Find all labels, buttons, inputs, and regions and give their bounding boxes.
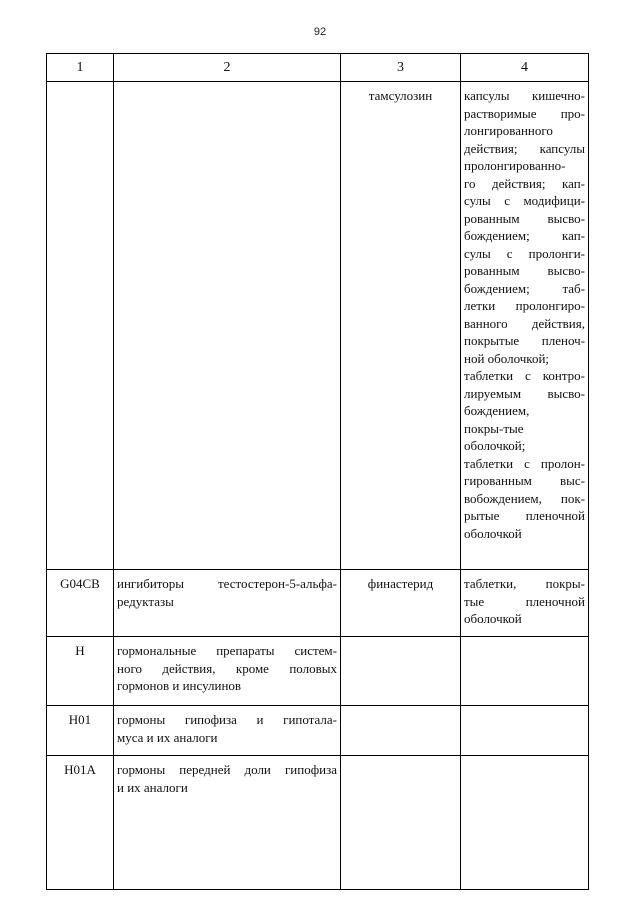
dosage-form-line: бождением; таб- — [464, 280, 585, 296]
dosage-form-line: тые пленочной — [464, 593, 585, 609]
dosage-form-line: бождением; кап- — [464, 228, 585, 243]
table-row — [47, 82, 589, 570]
drug-name-cell: тамсулозин — [341, 82, 461, 570]
atc-code-cell: H01 — [47, 706, 114, 756]
group-name-line: гормоны передней доли гипофиза — [117, 762, 337, 777]
dosage-form-line: сулы с модифици- — [464, 193, 585, 208]
dosage-form-line: таблетки, покры- — [464, 576, 585, 591]
dosage-form-line: покры-тые — [464, 420, 524, 436]
dosage-form-line: оболочкой — [464, 611, 522, 626]
group-name-line: редуктазы — [117, 593, 174, 609]
dosage-form-line: бождением, — [464, 403, 530, 418]
dosage-form-line: рованным высво- — [464, 263, 585, 278]
dosage-forms-cell — [461, 82, 589, 570]
dosage-form-line: таблетки с контро- — [464, 368, 585, 383]
drug-name-cell — [341, 637, 461, 706]
dosage-form-line: сулы с пролонги- — [464, 245, 585, 261]
dosage-forms-cell — [461, 706, 589, 756]
atc-code-cell: H01A — [47, 756, 114, 890]
dosage-form-line: действия; капсулы — [464, 140, 585, 156]
table-row — [47, 570, 589, 637]
dosage-form-line: лонгированного — [464, 123, 553, 138]
dosage-form-line: покрытые пленоч- — [464, 333, 585, 348]
column-header: 3 — [341, 54, 461, 82]
group-name-cell — [114, 637, 341, 706]
dosage-form-line: гированным выс- — [464, 473, 585, 488]
group-name-cell — [114, 756, 341, 890]
dosage-form-line: таблетки с пролон- — [464, 455, 585, 471]
dosage-form-line: лируемым высво- — [464, 385, 585, 401]
dosage-form-line: оболочкой; — [464, 438, 526, 453]
dosage-forms-cell — [461, 756, 589, 890]
table-header-row — [47, 54, 589, 82]
table-row — [47, 706, 589, 756]
table-row — [47, 756, 589, 890]
drug-name-cell — [341, 756, 461, 890]
dosage-form-line: вобождением, пок- — [464, 490, 585, 506]
dosage-form-line: капсулы кишечно- — [464, 88, 585, 103]
group-name-line: гормональные препараты систем- — [117, 643, 337, 658]
group-name-line: гормоны гипофиза и гипотала- — [117, 712, 337, 727]
group-name-cell — [114, 706, 341, 756]
page-number: 92 — [313, 26, 327, 38]
group-name-cell — [114, 82, 341, 570]
group-name-cell — [114, 570, 341, 637]
dosage-form-line: рованным высво- — [464, 210, 585, 226]
table-row — [47, 637, 589, 706]
column-header: 1 — [47, 54, 114, 82]
dosage-form-line: ванного действия, — [464, 315, 585, 331]
dosage-forms-cell — [461, 570, 589, 637]
dosage-form-line: рытые пленочной — [464, 508, 585, 523]
drug-name-cell: финастерид — [341, 570, 461, 637]
drug-classification-table — [46, 53, 589, 890]
dosage-form-line: ной оболочкой; — [464, 350, 550, 366]
group-name-line: гормонов и инсулинов — [117, 678, 242, 693]
drug-name-cell — [341, 706, 461, 756]
dosage-form-line: летки пролонгиро- — [464, 298, 585, 313]
atc-code-cell: G04CB — [47, 570, 114, 637]
group-name-line: муса и их аналоги — [117, 729, 218, 745]
dosage-forms-cell — [461, 637, 589, 706]
dosage-form-line: пролонгированно- — [464, 158, 566, 173]
dosage-form-line: оболочкой — [464, 525, 522, 541]
atc-code-cell: H — [47, 637, 114, 706]
column-header: 2 — [114, 54, 341, 82]
dosage-form-line: растворимые про- — [464, 105, 585, 121]
dosage-form-line: го действия; кап- — [464, 175, 585, 191]
group-name-line: ного действия, кроме половых — [117, 660, 337, 676]
atc-code-cell — [47, 82, 114, 570]
column-header: 4 — [461, 54, 589, 82]
group-name-line: и их аналоги — [117, 779, 188, 795]
group-name-line: ингибиторы тестостерон-5-альфа- — [117, 576, 337, 591]
